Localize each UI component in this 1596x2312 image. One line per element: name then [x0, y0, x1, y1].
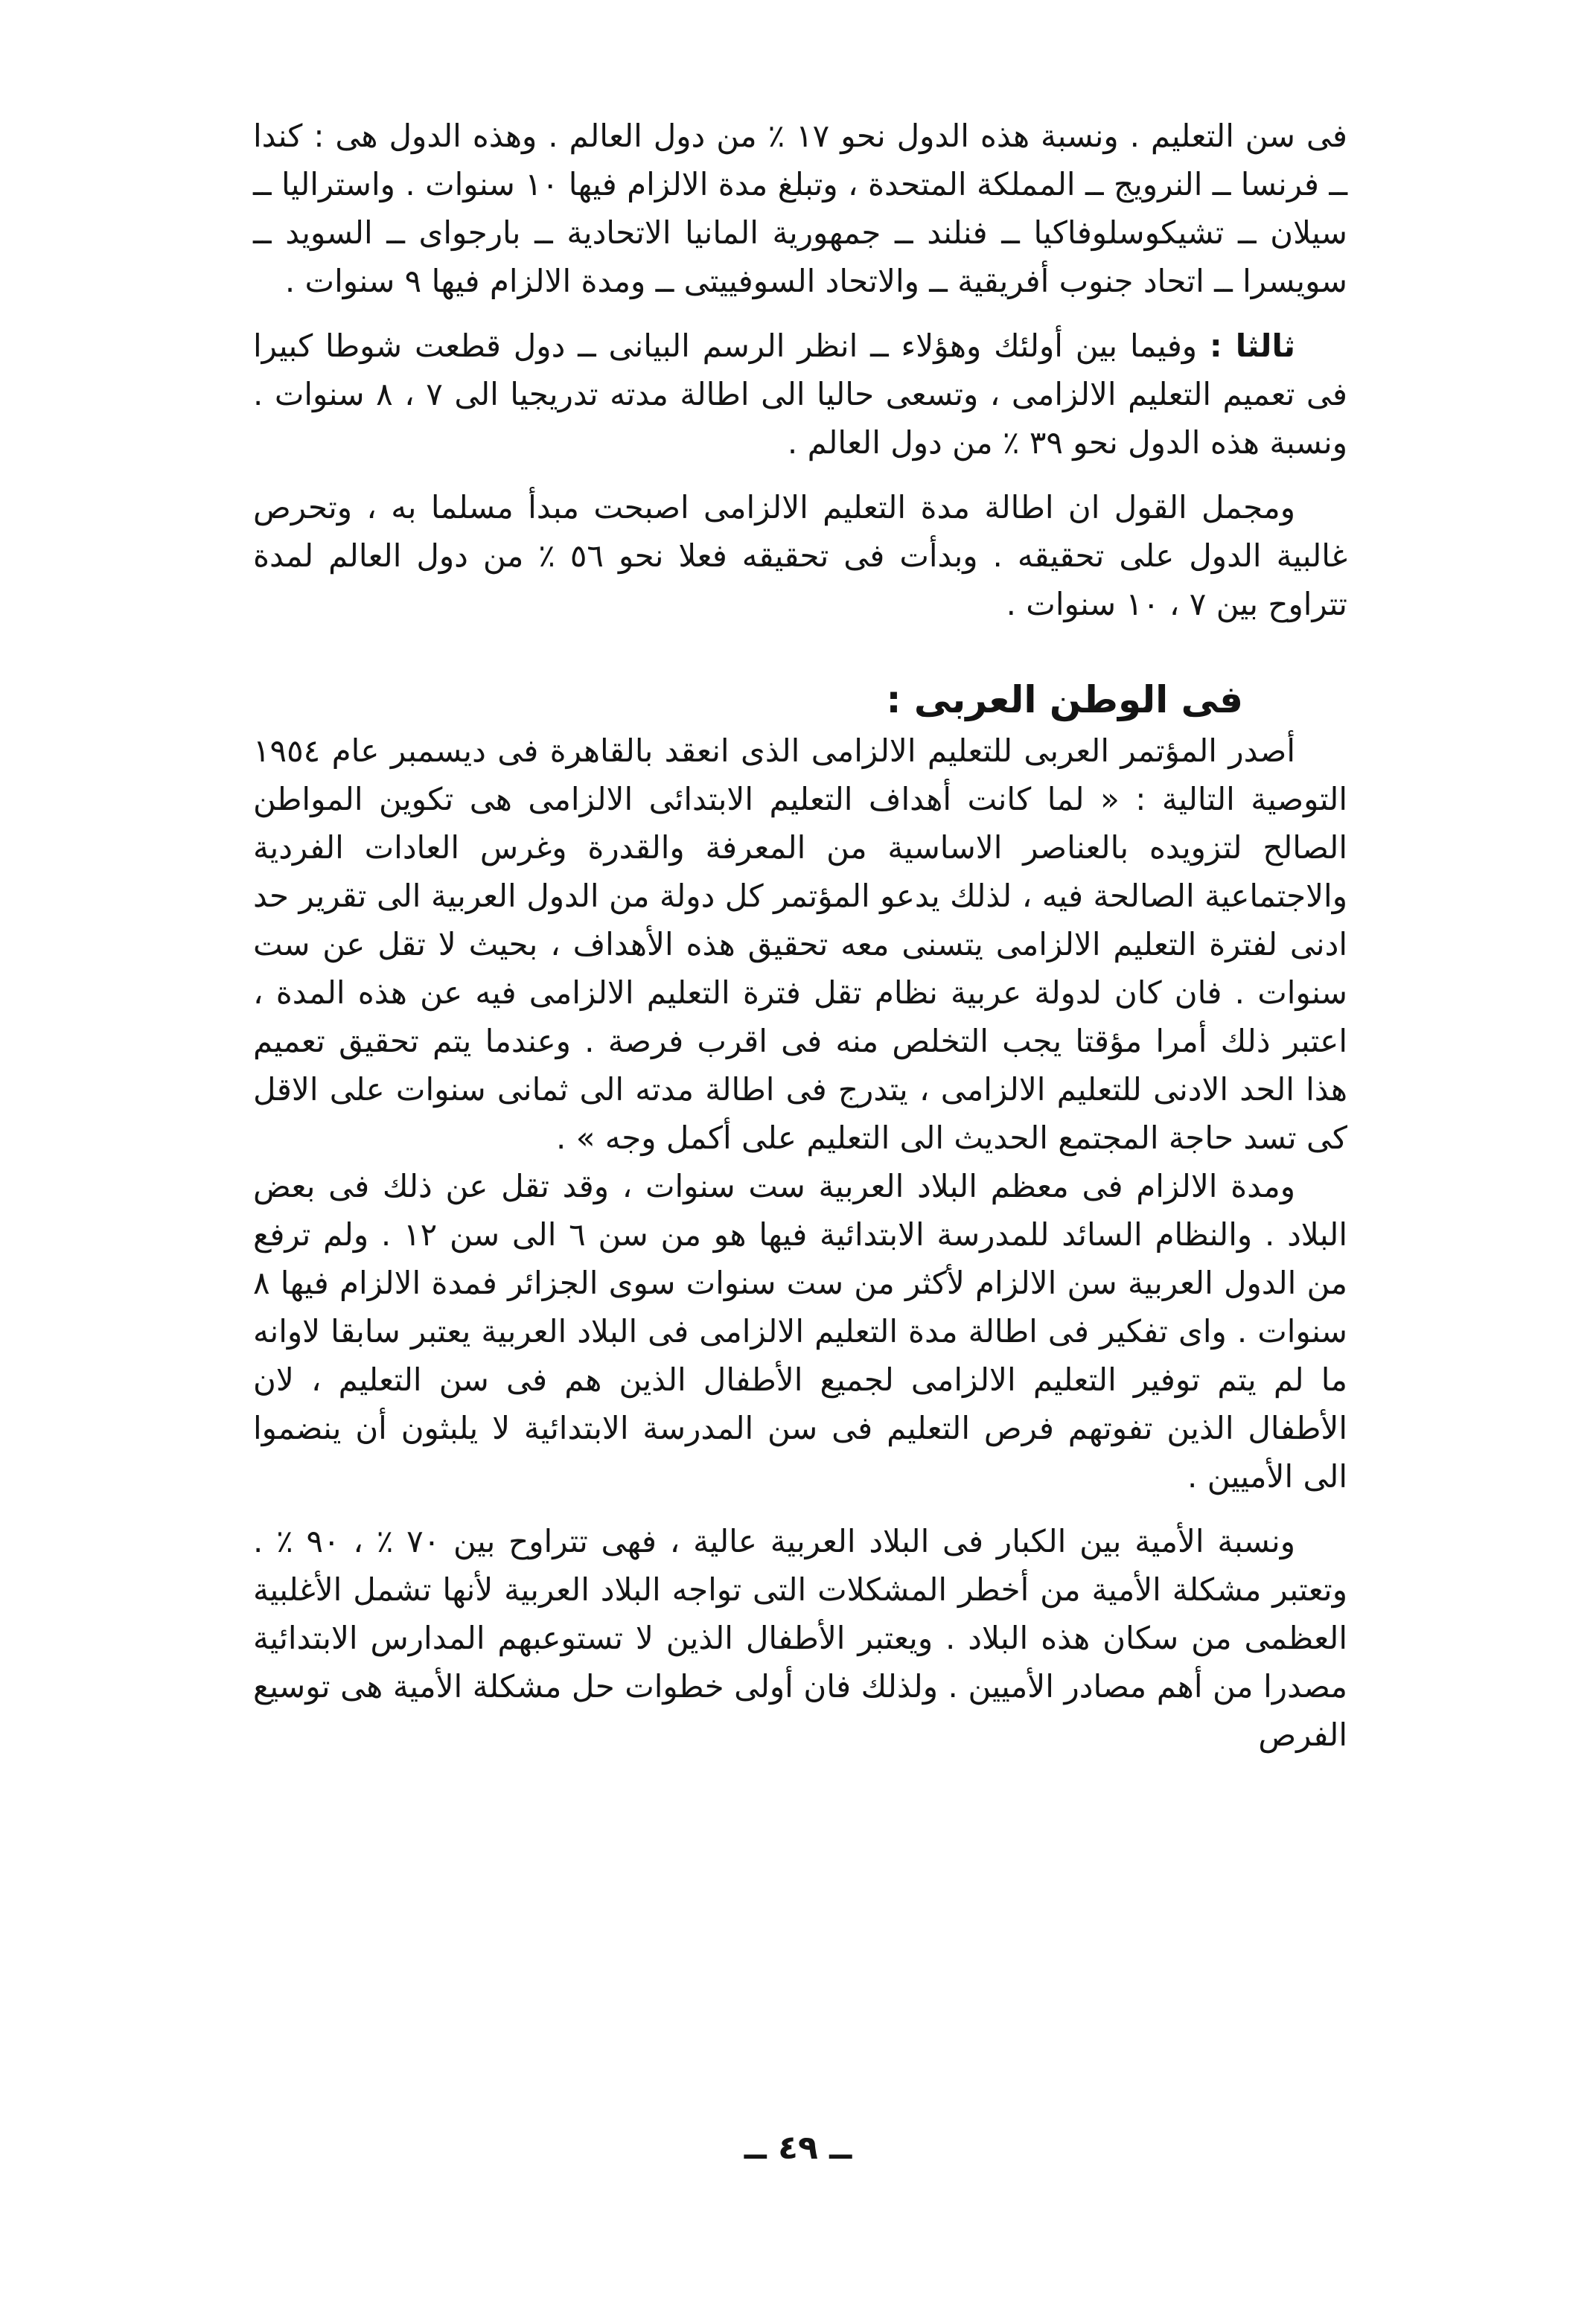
paragraph-text: ومدة الالزام فى معظم البلاد العربية ست سنوات ، وقد تقل عن ذلك فى بعض البلاد . والنظام السائد للمدرسة الابتدائية فيها هو من سن ٦ الى سن ١٢ . ولم ترفع من الدول العربية سن الالزام لأكثر من ست سنوات سوى الجزائر فمدة الالزام فيها ٨ سنوات . واى تفكير فى اطالة مدة التعليم الالزامى فى البلاد العربية يعتبر سابقا لاوانه ما لم يتم توفير التعليم الالزامى لجميع الأطفال الذين هم فى سن التعليم ، لان الأطفال الذين تفوتهم فرص التعليم فى سن المدرسة الابتدائية لا يلبثون أن ينضموا الى الأميين . [253, 1168, 1347, 1495]
paragraph-conference-recommendation [253, 727, 1347, 1162]
paragraph-lead: ثالثا : [1209, 328, 1295, 364]
section-heading: فى الوطن العربى : [886, 678, 1243, 721]
page-number: ــ ٤٩ ــ [744, 2129, 852, 2167]
paragraph-text: ومجمل القول ان اطالة مدة التعليم الالزامى اصبحت مبدأ مسلما به ، وتحرص غالبية الدول على تحقيقه . وبدأت فى تحقيقه فعلا نحو ٥٦ ٪ من دول العالم لمدة تتراوح بين ٧ ، ١٠ سنوات . [253, 489, 1347, 622]
paragraph-illiteracy [253, 1517, 1347, 1759]
paragraph-third-category [253, 322, 1347, 467]
paragraph-compulsory-duration [253, 1162, 1347, 1501]
paragraph-text: وفيما بين أولئك وهؤلاء ــ انظر الرسم البيانى ــ دول قطعت شوطا كبيرا فى تعميم التعليم الالزامى ، وتسعى حاليا الى اطالة مدته تدريجيا الى ٧ ، ٨ سنوات . ونسبة هذه الدول نحو ٣٩ ٪ من دول العالم . [253, 328, 1347, 461]
paragraph-text: ونسبة الأمية بين الكبار فى البلاد العربية عالية ، فهى تتراوح بين ٧٠ ٪ ، ٩٠ ٪ . وتعتبر مشكلة الأمية من أخطر المشكلات التى تواجه البلاد العربية لأنها تشمل الأغلبية العظمى من سكان هذه البلاد . ويعتبر الأطفال الذين لا تستوعبهم المدارس الابتدائية مصدرا من أهم مصادر الأميين . ولذلك فان أولى خطوات حل مشكلة الأمية هى توسيع الفرص [253, 1523, 1347, 1753]
paragraph-countries-list [253, 112, 1347, 305]
document-page [253, 112, 1347, 2188]
paragraph-text: أصدر المؤتمر العربى للتعليم الالزامى الذى انعقد بالقاهرة فى ديسمبر عام ١٩٥٤ التوصية التالية : « لما كانت أهداف التعليم الابتدائى الالزامى هى تكوين المواطن الصالح لتزويده بالعناصر الاساسية من المعرفة والقدرة وغرس العادات الفردية والاجتماعية الصالحة فيه ، لذلك يدعو المؤتمر كل دولة من الدول العربية الى تقرير حد ادنى لفترة التعليم الالزامى يتسنى معه تحقيق هذه الأهداف ، بحيث لا تقل عن ست سنوات . فان كان لدولة عربية نظام تقل فترة التعليم الالزامى فيه عن هذه المدة ، اعتبر ذلك أمرا مؤقتا يجب التخلص منه فى اقرب فرصة . وعندما يتم تحقيق تعميم هذا الحد الادنى للتعليم الالزامى ، يتدرج فى اطالة مدته الى ثمانى سنوات على الاقل كى تسد حاجة المجتمع الحديث الى التعليم على أكمل وجه » . [253, 732, 1347, 1156]
paragraph-text: فى سن التعليم . ونسبة هذه الدول نحو ١٧ ٪ من دول العالم . وهذه الدول هى : كندا ــ فرنسا ــ النرويج ــ المملكة المتحدة ، وتبلغ مدة الالزام فيها ١٠ سنوات . واستراليا ــ سيلان ــ تشيكوسلوفاكيا ــ فنلند ــ جمهورية المانيا الاتحادية ــ بارجواى ــ السويد ــ سويسرا ــ اتحاد جنوب أفريقية ــ والاتحاد السوفييتى ــ ومدة الالزام فيها ٩ سنوات . [253, 118, 1348, 299]
paragraph-summary [253, 483, 1347, 628]
